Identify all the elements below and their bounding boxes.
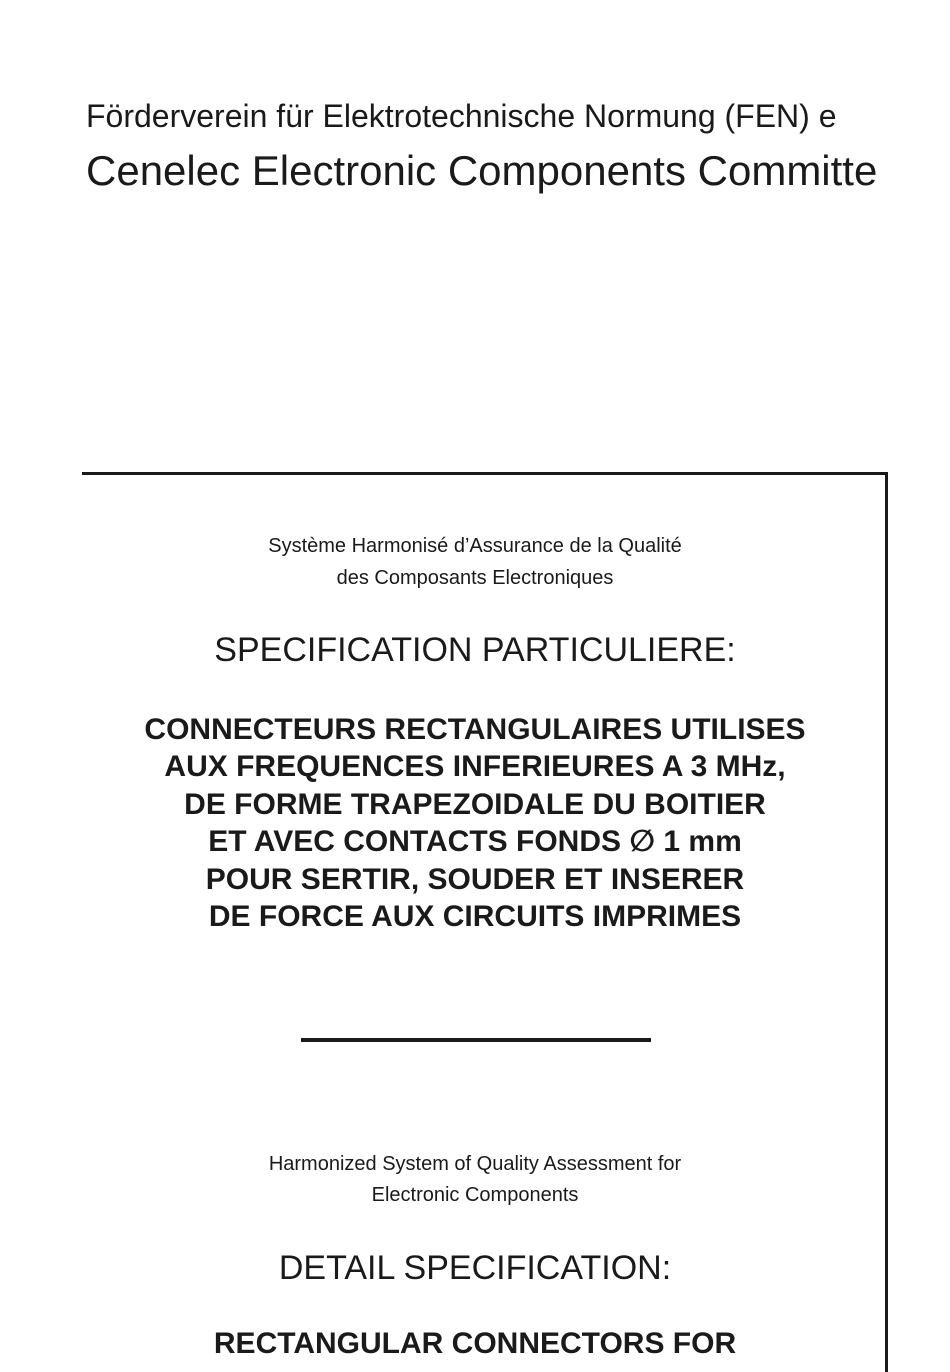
organisation-name: Förderverein für Elektrotechnische Normung (FEN) e <box>86 98 837 134</box>
fr-title-line-1: CONNECTEURS RECTANGULAIRES UTILISES <box>144 713 806 746</box>
en-system-line-1: Harmonized System of Quality Assessment for <box>268 1153 682 1175</box>
en-spec-heading: DETAIL SPECIFICATION: <box>278 1249 672 1287</box>
fr-title-line-3: DE FORME TRAPEZOIDALE DU BOITIER <box>184 788 766 821</box>
fr-system-line-1: Système Harmonisé d’Assurance de la Qualité <box>268 535 682 557</box>
en-title-line-1: RECTANGULAR CONNECTORS FOR <box>213 1327 737 1360</box>
committee-name: Cenelec Electronic Components Committe <box>86 147 878 194</box>
fr-title-line-2: AUX FREQUENCES INFERIEURES A 3 MHz, <box>164 750 786 783</box>
fr-title-line-6: DE FORCE AUX CIRCUITS IMPRIMES <box>208 900 742 933</box>
en-system-line-2: Electronic Components <box>371 1184 579 1206</box>
fr-system-line-2: des Composants Electroniques <box>336 567 614 589</box>
fr-title-line-5: POUR SERTIR, SOUDER ET INSERER <box>205 863 745 896</box>
fr-spec-heading: SPECIFICATION PARTICULIERE: <box>214 631 736 669</box>
fr-title-line-4: ET AVEC CONTACTS FONDS ∅ 1 mm <box>208 825 742 858</box>
section-divider <box>301 1038 651 1042</box>
